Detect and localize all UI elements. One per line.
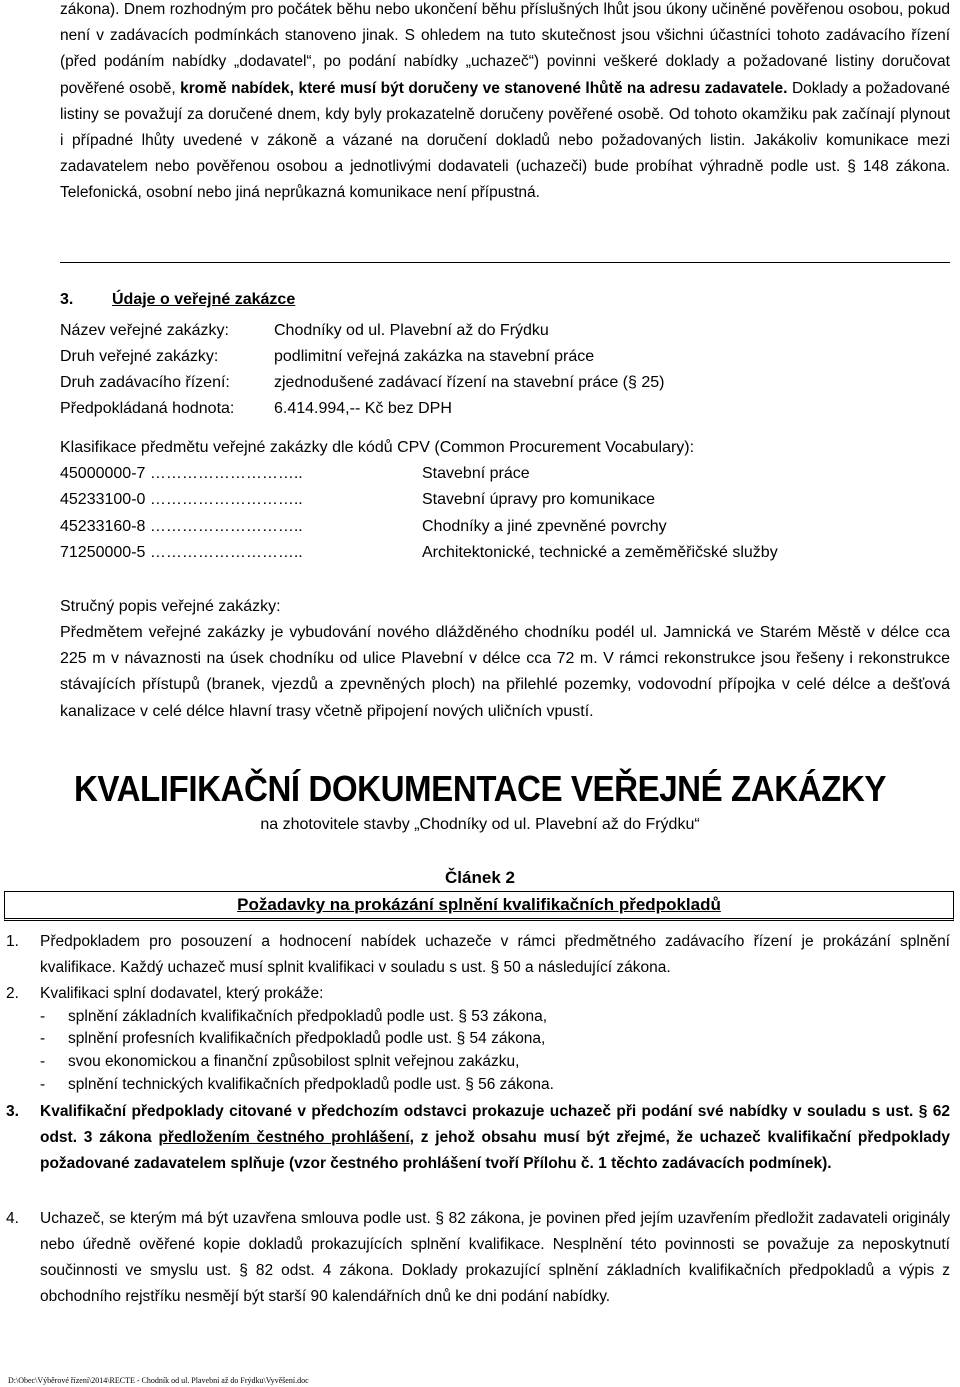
dash-item — [40, 1072, 554, 1098]
list-text-part: , z jehož obsahu musí být zřejmé, že uchazeč kvalifikační předpoklady požadované zadavatelem splňuje (vzor čestného prohlášení tvoří Přílohu č. 1 těchto zadávacích podmínek). — [40, 1129, 951, 1172]
list-text: Uchazeč, se kterým má být uzavřena smlouva podle ust. § 82 zákona, je povinen před jejím uzavřením předložit zadavateli originály nebo úředně ověřené kopie dokladů prokazujících splnění kvalifikace. Nesplnění této povinnosti se považuje za neposkytnutí součinnosti ve smyslu ust. § 82 odst. 4 zákona. Doklady prokazující splnění základních kvalifikačních předpokladů a výpis z obchodního rejstříku nesmějí být starší 90 kalendářních dnů ke dni podání nabídky. — [40, 1210, 950, 1305]
list-number: 2. — [6, 985, 19, 1002]
list-item — [6, 1206, 950, 1310]
list-number: 1. — [6, 933, 19, 950]
dash-bullet: - — [40, 1053, 46, 1070]
info-value: 6.414.994,-- Kč bez DPH — [274, 400, 452, 417]
info-row — [60, 318, 549, 344]
article-title-bar — [4, 891, 954, 921]
info-row — [60, 370, 664, 396]
list-text: Kvalifikaci splní dodavatel, který prokáže: — [40, 985, 324, 1002]
cpv-desc: Stavební práce — [422, 465, 530, 482]
intro-bold-text: kromě nabídek, které musí být doručeny ve stanovené lhůtě na adresu zadavatele. — [180, 79, 788, 97]
document-subtitle: na zhotovitele stavby „Chodníky od ul. Plavební až do Frýdku“ — [260, 816, 700, 833]
cpv-row — [60, 461, 530, 487]
info-row — [60, 396, 452, 422]
dash-bullet: - — [40, 1076, 46, 1093]
dash-text: splnění základních kvalifikačních předpokladů podle ust. § 53 zákona, — [68, 1008, 548, 1025]
cpv-desc: Chodníky a jiné zpevněné povrchy — [422, 518, 667, 535]
intro-text: zákona). Dnem rozhodným pro počátek běhu nebo ukončení běhu příslušných lhůt jsou úkony učiněné pověřenou osobou, pokud není v zadávacích podmínkách stanoveno jinak. S ohledem na tuto skutečnost jsou všichni účastníci tohoto zadávacího řízení (před podáním nabídky „dodavatel“, po podání nabídky „uchazeč“) povinni veškeré doklady a požadované listiny doručovat pověřené osobě, — [60, 1, 950, 97]
list-number: 4. — [6, 1210, 19, 1227]
description-heading: Stručný popis veřejné zakázky: — [60, 598, 281, 615]
intro-paragraph — [60, 0, 950, 207]
info-value: Chodníky od ul. Plavební až do Frýdku — [274, 322, 549, 339]
dash-text: splnění technických kvalifikačních předpokladů podle ust. § 56 zákona. — [68, 1076, 554, 1093]
list-item — [6, 929, 950, 981]
article-heading: Článek 2 — [445, 868, 515, 887]
info-label: Druh veřejné zakázky: — [60, 348, 219, 365]
list-number: 3. — [6, 1103, 19, 1120]
info-value: podlimitní veřejná zakázka na stavební práce — [274, 348, 595, 365]
list-text-underlined: předložením čestného prohlášení — [158, 1129, 410, 1146]
list-text — [40, 1099, 950, 1177]
cpv-code: 45233160-8 ……………………….. — [60, 518, 303, 535]
dash-text: svou ekonomickou a finanční způsobilost splnit veřejnou zakázku, — [68, 1053, 520, 1070]
description-text: Předmětem veřejné zakázky je vybudování nového dlážděného chodníku podél ul. Jamnická ve Starém Městě v délce cca 225 m v návaznosti na úsek chodníku od ulice Plavební v délce cca 72 m. V rámci rekonstrukce jsou řešeny i rekonstrukce stávajících přístupů (branek, vjezdů a zpevněných ploch) na přilehlé pozemky, vodovodní přípojka v celé délce a dešťová kanalizace v celé délce hlavní trasy včetně připojení nových uličních vpustí. — [60, 624, 950, 720]
cpv-code: 45233100-0 ……………………….. — [60, 491, 303, 508]
file-path-footer: D:\Obec\Výběrové řízení\2014\RECTE - Chodník od ul. Plavební až do Frýdku\Vyvěšení.doc — [8, 1376, 309, 1385]
cpv-row — [60, 540, 778, 566]
dash-text: splnění profesních kvalifikačních předpokladů podle ust. § 54 zákona, — [68, 1030, 546, 1047]
list-text: Předpokladem pro posouzení a hodnocení nabídek uchazeče v rámci předmětného zadávacího řízení je prokázání splnění kvalifikace. Každý uchazeč musí splnit kvalifikaci v souladu s ust. § 50 a následující zákona. — [40, 933, 950, 976]
cpv-code: 45000000-7 ……………………….. — [60, 465, 303, 482]
cpv-code: 71250000-5 ……………………….. — [60, 544, 303, 561]
info-label: Předpokládaná hodnota: — [60, 400, 235, 417]
info-row — [60, 344, 594, 370]
cpv-row — [60, 487, 655, 513]
intro-text-rest: Doklady a požadované listiny se považují za doručené dnem, kdy byly prokazatelně doručeny pověřené osobě. Od tohoto okamžiku pak začínají plynout i případné lhůty uvedené v zákoně a vázané na doručení dokladů nebo požadovaných listin. Jakákoliv komunikace mezi zadavatelem nebo pověřenou osobou a jednotlivými dodavateli (uchazeči) bude probíhat výhradně podle ust. § 148 zákona. Telefonická, osobní nebo jiná neprůkazná komunikace není přípustná. — [60, 79, 950, 202]
list-text-part: Kvalifikační předpoklady citované v předchozím odstavci prokazuje uchazeč při podání své nabídky v souladu s ust. § 62 odst. 3 zákona — [40, 1103, 950, 1146]
info-label: Druh zadávacího řízení: — [60, 374, 230, 391]
article-title: Požadavky na prokázání splnění kvalifikačních předpokladů — [237, 895, 721, 914]
dash-bullet: - — [40, 1030, 46, 1047]
section-divider — [60, 262, 950, 263]
cpv-intro: Klasifikace předmětu veřejné zakázky dle kódů CPV (Common Procurement Vocabulary): — [60, 439, 695, 456]
list-item — [6, 1099, 950, 1177]
section-number: 3. — [60, 291, 74, 308]
cpv-desc: Stavební úpravy pro komunikace — [422, 491, 656, 508]
document-title: KVALIFIKAČNÍ DOKUMENTACE VEŘEJNÉ ZAKÁZKY — [73, 768, 887, 809]
info-label: Název veřejné zakázky: — [60, 322, 229, 339]
info-value: zjednodušené zadávací řízení na stavební práce (§ 25) — [274, 374, 665, 391]
cpv-desc: Architektonické, technické a zeměměřičské služby — [422, 544, 778, 561]
dash-bullet: - — [40, 1008, 46, 1025]
cpv-row — [60, 514, 667, 540]
section-title: Údaje o veřejné zakázce — [112, 291, 296, 308]
